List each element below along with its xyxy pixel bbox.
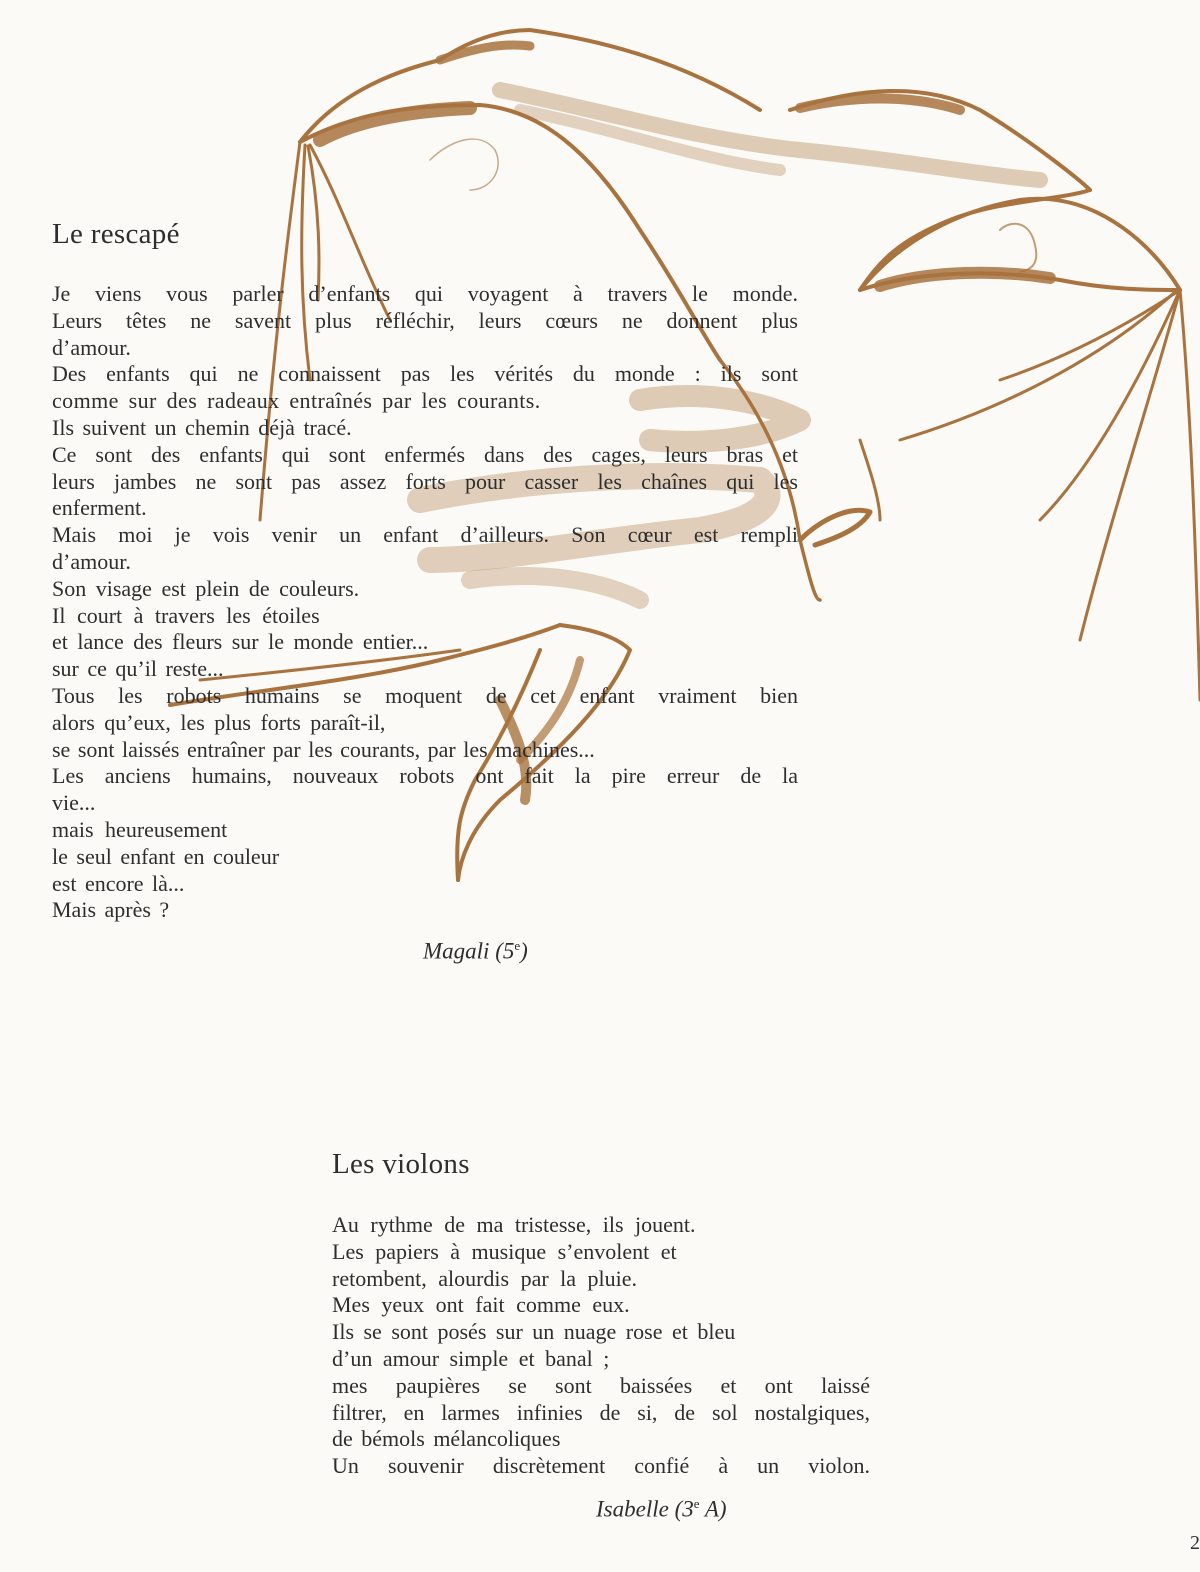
poem-line: de bémols mélancoliques [332, 1426, 561, 1452]
poem-lines [52, 281, 798, 924]
poem-line: sur ce qu’il reste... [52, 656, 224, 682]
poem-title: Le rescapé [52, 218, 180, 250]
poem-line: comme sur des radeaux entraînés par les courants. [52, 388, 541, 414]
poem-line: Mais après ? [52, 897, 170, 923]
poem-line: Un souvenir discrètement confié à un violon. [332, 1453, 870, 1479]
poem-line: Leurs têtes ne savent plus réfléchir, leurs cœurs ne donnent plus [52, 307, 798, 333]
poem-line: Il court à travers les étoiles [52, 602, 320, 628]
author-group: A [704, 1496, 719, 1522]
poem-line: d’amour. [52, 334, 131, 360]
poem-line: retombent, alourdis par la pluie. [332, 1265, 638, 1291]
poem-line: Je viens vous parler d’enfants qui voyagent à travers le monde. [52, 281, 798, 306]
poem-line: Ils se sont posés sur un nuage rose et bleu [332, 1319, 736, 1345]
poem-line: se sont laissés entraîner par les courants, par les machines... [52, 736, 595, 762]
poem-line: d’un amour simple et banal ; [332, 1345, 610, 1371]
poem-line: et lance des fleurs sur le monde entier... [52, 629, 429, 655]
poem1-author: Magali (5e) [423, 938, 528, 964]
poem-le-rescape [52, 218, 798, 924]
poem-lines [332, 1212, 870, 1480]
poem-line: leurs jambes ne sont pas assez forts pour casser les chaînes qui les [52, 468, 798, 494]
poem-les-violons [332, 1148, 870, 1480]
author-name: Isabelle [596, 1496, 669, 1522]
author-class: 3 [682, 1496, 694, 1522]
poem-line: vie... [52, 790, 96, 816]
poem-line: filtrer, en larmes infinies de si, de sol nostalgiques, [332, 1399, 870, 1425]
poem-line: Des enfants qui ne connaissent pas les vérités du monde : ils sont [52, 361, 798, 387]
poem2-author: Isabelle (3e A) [596, 1496, 727, 1522]
poem-line: Tous les robots humains se moquent de cet enfant vraiment bien [52, 682, 798, 708]
page-number: 2 [1190, 1532, 1200, 1554]
poem-title: Les violons [332, 1148, 470, 1180]
author-class-suffix: e [514, 938, 521, 953]
poem-line: le seul enfant en couleur [52, 843, 280, 869]
poem-line: mes paupières se sont baissées et ont laissé [332, 1372, 870, 1398]
poem-line: Au rythme de ma tristesse, ils jouent. [332, 1212, 696, 1237]
author-class-suffix: e [693, 1496, 700, 1511]
author-class: 5 [502, 938, 515, 964]
poem-line: d’amour. [52, 548, 131, 574]
poem-line: enferment. [52, 495, 147, 521]
poem-line: Mais moi je vois venir un enfant d’ailleurs. Son cœur est rempli [52, 522, 798, 548]
poem-line: Ils suivent un chemin déjà tracé. [52, 414, 352, 440]
poem-line: Mes yeux ont fait comme eux. [332, 1292, 630, 1318]
poem-line: mais heureusement [52, 816, 228, 842]
poem-line: Ce sont des enfants qui sont enfermés dans des cages, leurs bras et [52, 441, 798, 467]
poem-line: est encore là... [52, 870, 185, 896]
poem-line: Les anciens humains, nouveaux robots ont fait la pire erreur de la [52, 763, 798, 789]
poem-line: alors qu’eux, les plus forts paraît-il, [52, 709, 386, 735]
poem-line: Les papiers à musique s’envolent et [332, 1238, 677, 1264]
poem-line: Son visage est plein de couleurs. [52, 575, 360, 601]
author-name: Magali [423, 938, 490, 964]
